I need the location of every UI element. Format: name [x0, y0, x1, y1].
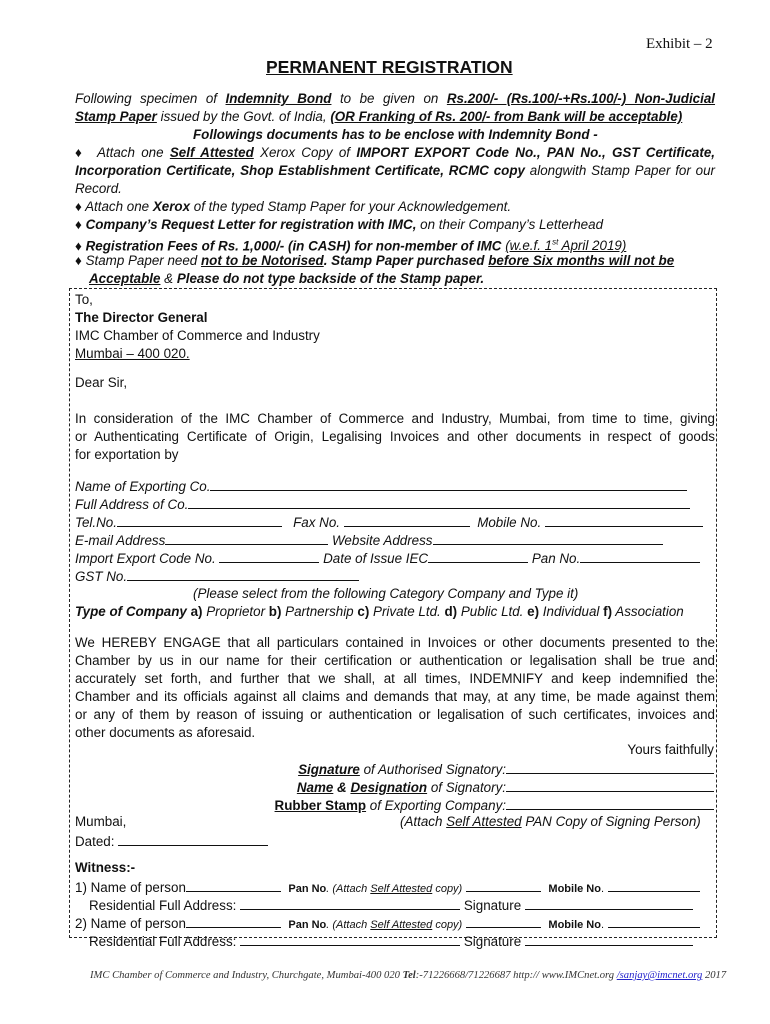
bullet-5-cont: Acceptable & Please do not type backside of the Stamp paper. [89, 271, 485, 286]
engagement-line: other documents as aforesaid. [75, 725, 256, 740]
sign-city: Mumbai, [75, 814, 127, 829]
diamond-bullet-icon: ♦ [75, 199, 82, 214]
signature-input[interactable] [506, 760, 714, 774]
engagement-line: Chamber by us in our name for their certification or authentication or legalisation shall be true and [75, 653, 715, 668]
engagement-paragraph [75, 634, 715, 742]
designation-input[interactable] [506, 778, 714, 792]
engagement-line: Chamber and its officials against all claims and demands that may, at any time, be made against them [75, 689, 715, 704]
bullet-1: ♦ Attach one Self Attested Xerox Copy of IMPORT EXPORT Code No., PAN No., GST Certificate, [75, 145, 715, 160]
company-type-option[interactable]: b) Partnership [268, 604, 354, 619]
company-type-option[interactable]: f) Association [603, 604, 684, 619]
page-title: PERMANENT REGISTRATION [266, 57, 513, 77]
intro-line: or Authenticating Certificate of Origin, Legalising Invoices and other documents in respect of goods [75, 429, 715, 444]
witness-title: Witness:- [75, 860, 136, 875]
letter-org: IMC Chamber of Commerce and Industry [75, 328, 320, 343]
fax-input[interactable] [344, 513, 470, 527]
signatory-designation: Name & Designation of Signatory: [297, 778, 714, 795]
diamond-bullet-icon: ♦ [75, 253, 82, 268]
bullet-5: ♦ Stamp Paper need not to be Notorised. Stamp Paper purchased before Six months will not be [75, 253, 675, 268]
bullet-2: ♦ Attach one Xerox of the typed Stamp Paper for your Acknowledgement. [75, 199, 512, 214]
date-input[interactable] [118, 832, 268, 846]
engagement-line: or any of them by reason of issuing or authentication or legalisation of such certificates, invoices and [75, 707, 715, 722]
witness-mobile-input[interactable] [608, 914, 700, 928]
tel-input[interactable] [117, 513, 282, 527]
diamond-bullet-icon: ♦ [75, 238, 82, 254]
iec-date-input[interactable] [428, 549, 528, 563]
gst-input[interactable] [127, 567, 359, 581]
bullet-3: ♦ Company’s Request Letter for registration with IMC, on their Company’s Letterhead [75, 217, 604, 232]
witness-pan-input[interactable] [466, 878, 541, 892]
witness-row: 1) Name of person Pan No. (Attach Self Attested copy) Mobile No. [75, 878, 700, 895]
pan-input[interactable] [580, 549, 700, 563]
attach-pan-note: (Attach Self Attested PAN Copy of Signing Person) [400, 814, 701, 829]
field-iec: Import Export Code No. Date of Issue IEC Pan No. [75, 549, 717, 567]
witness-address-input[interactable] [240, 932, 460, 946]
stamp-input[interactable] [506, 796, 714, 810]
letter-city: Mumbai – 400 020. [75, 346, 190, 361]
field-gst: GST No. [75, 567, 717, 585]
instruction-line-1: Following specimen of Indemnity Bond to be given on Rs.200/- (Rs.100/-+Rs.100/-) Non-Judicial [75, 91, 716, 106]
diamond-bullet-icon: ♦ [75, 217, 82, 232]
page-footer: IMC Chamber of Commerce and Industry, Churchgate, Mumbai-400 020 Tel:-71226668/71226687 http:// www.IMCnet.org /sanjay@imcnet.org 2017 [90, 970, 727, 981]
company-name-input[interactable] [210, 477, 687, 491]
witness-row: 2) Name of person Pan No. (Attach Self Attested copy) Mobile No. [75, 914, 700, 931]
company-type-option[interactable]: c) Private Ltd. [357, 604, 441, 619]
witness-name-input[interactable] [186, 914, 281, 928]
letter-to: To, [75, 292, 93, 307]
bullet-1-cont: Incorporation Certificate, Shop Establishment Certificate, RCMC copy alongwith Stamp Paper for our [75, 163, 715, 178]
category-note: (Please select from the following Category Company and Type it) [193, 586, 579, 601]
field-company-name: Name of Exporting Co. [75, 477, 717, 495]
letter-salutation: Dear Sir, [75, 375, 128, 390]
witness-address-row: Residential Full Address: Signature [89, 896, 693, 913]
authorised-signatory: Signature of Authorised Signatory: [298, 760, 714, 777]
instruction-line-3: Followings documents has to be enclose with Indemnity Bond - [193, 127, 598, 142]
intro-line: for exportation by [75, 447, 179, 462]
exhibit-label: Exhibit – 2 [646, 36, 713, 52]
witness-signature-input[interactable] [525, 932, 693, 946]
closing: Yours faithfully [627, 742, 714, 757]
bullet-1-end: Record. [75, 181, 122, 196]
instruction-line-2: Stamp Paper issued by the Govt. of India, (OR Franking of Rs. 200/- from Bank will be acceptable) [75, 109, 683, 124]
letter-intro [75, 410, 715, 464]
iec-input[interactable] [219, 549, 319, 563]
witness-address-input[interactable] [240, 896, 460, 910]
company-type-row: Type of Company a) Proprietor b) Partnership c) Private Ltd. d) Public Ltd. e) Individual f) Association [75, 604, 684, 619]
diamond-bullet-icon: ♦ [75, 145, 85, 160]
engagement-line: accurately set forth, and further that we shall, at all times, INDEMNIFY and keep indemnified the [75, 671, 715, 686]
email-input[interactable] [165, 531, 328, 545]
company-type-option[interactable]: d) Public Ltd. [444, 604, 524, 619]
field-email-web: E-mail Address Website Address [75, 531, 717, 549]
witness-signature-input[interactable] [525, 896, 693, 910]
dated-field: Dated: [75, 832, 268, 849]
witness-pan-input[interactable] [466, 914, 541, 928]
letter-addressee: The Director General [75, 310, 208, 325]
full-address-input[interactable] [188, 495, 690, 509]
company-type-option[interactable]: a) Proprietor [190, 604, 266, 619]
company-type-option[interactable]: e) Individual [527, 604, 600, 619]
footer-email-link[interactable]: /sanjay@imcnet.org [616, 970, 703, 981]
field-contact: Tel.No. Fax No. Mobile No. [75, 513, 717, 531]
rubber-stamp: Rubber Stamp of Exporting Company: [275, 796, 714, 813]
fields-block [75, 477, 717, 621]
website-input[interactable] [433, 531, 663, 545]
witness-name-input[interactable] [186, 878, 281, 892]
instructions [75, 90, 715, 288]
witness-address-row: Residential Full Address: Signature [89, 932, 693, 949]
mobile-input[interactable] [545, 513, 703, 527]
field-full-address: Full Address of Co. [75, 495, 717, 513]
witness-mobile-input[interactable] [608, 878, 700, 892]
bullet-4: ♦ Registration Fees of Rs. 1,000/- (in CASH) for non-member of IMC (w.e.f. 1st April 2019) [75, 238, 627, 254]
engagement-line: We HEREBY ENGAGE that all particulars contained in Invoices or other documents presented to the [75, 635, 715, 650]
intro-line: In consideration of the IMC Chamber of Commerce and Industry, Mumbai, from time to time, giving [75, 411, 715, 426]
